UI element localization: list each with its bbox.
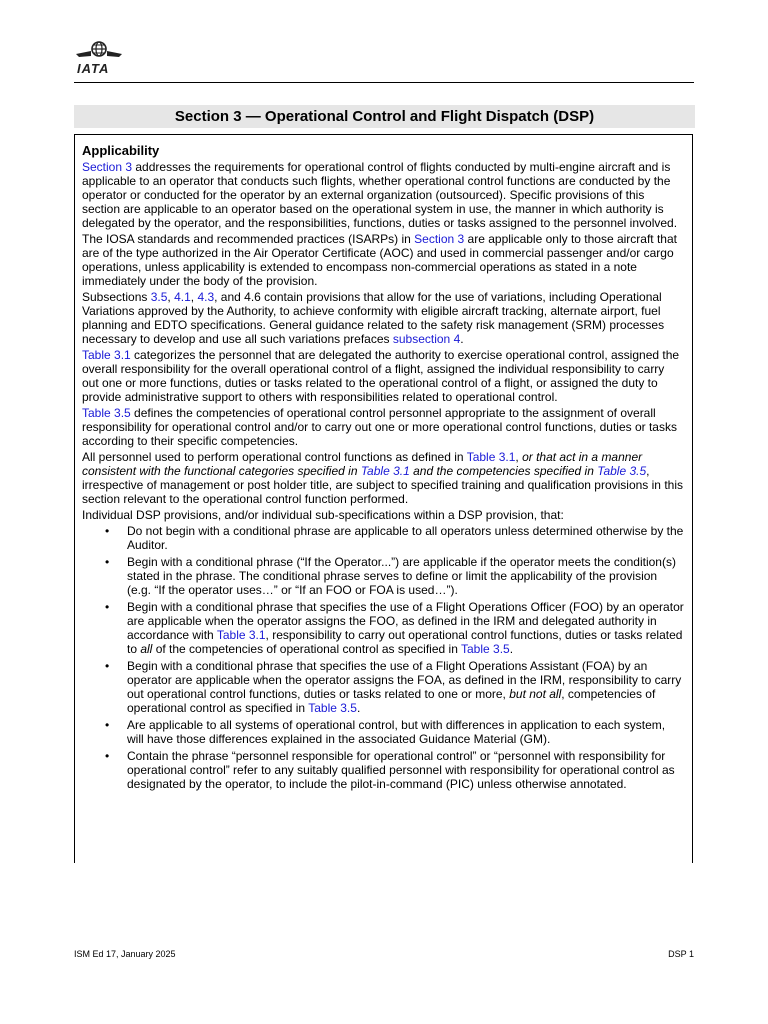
provision-bullet-list [82,524,684,791]
table-3-1-link[interactable]: Table 3.1 [466,450,516,464]
list-item [105,555,684,597]
paragraph-6-text-c: , irrespective of management or post holder title, are subject to specified training and qualification provisions in this section relevant to the operational control function performed. [82,464,683,506]
paragraph-2 [82,232,684,288]
list-item [105,659,684,715]
bullet-3-text-c: of the competencies of operational control as specified in [152,642,461,656]
bullet-3-text-b: , responsibility to carry out operational control functions, duties or tasks related to [127,628,683,656]
bullet-icon: • [105,600,110,614]
period: . [509,642,514,656]
table-3-5-link[interactable]: Table 3.5 [82,406,131,420]
paragraph-6-italic-1: or that act in a manner consistent with the functional categories specified in [82,450,643,478]
paragraph-1-text: addresses the requirements for operational control of flights conducted by multi-engine aircraft and is applicable to an operator that conducts such flights, whether operational control functions are conducted by the operator or conducted for the operator by an external organization (outsourced). Specific provisions of this section are applicable to an operator based on the operational system in use, the manner in which authority is delegated by the operator, and the responsibilities, functions, duties or tasks assigned to the personnel involved. [82,160,678,230]
list-item [105,600,684,656]
list-item [105,524,684,552]
paragraph-3-text-b: , and 4.6 contain provisions that allow for the use of variations, including Operational Variations approved by the Authority, to achieve conformity with eligible aircraft tracking, alternate airport, fuel planning and EDTO specifications. General guidance related to the safety risk management (SRM) processes necessary to develop and use all such variations prefaces [82,290,665,346]
paragraph-6-italic-2: and the competencies specified in [409,464,598,478]
bullet-4-text-a: Begin with a conditional phrase that specifies the use of a Flight Operations Assistant (FOA) by an operator are applicable when the operator assigns the FOA, as defined in the IRM, responsibility to carry out operational control functions, duties or tasks related to one or more, [127,659,682,701]
globe-with-wings-icon [74,40,124,62]
bullet-2-text: Begin with a conditional phrase (“If the Operator...”) are applicable if the operator meets the condition(s) stated in the phrase. The conditional phrase serves to define or limit the applicability of the provision (e.g. “If the operator uses…” or “If an FOO or FOA is used…”). [127,555,676,597]
bullet-4-text-b: , competencies of operational control as specified in [127,687,656,715]
section-3-link[interactable]: Section 3 [414,232,465,246]
section-title: Section 3 — Operational Control and Flight Dispatch (DSP) [74,105,695,128]
bullet-icon: • [105,718,110,732]
list-item [105,749,684,791]
paragraph-1 [82,160,684,230]
table-3-1-link[interactable]: Table 3.1 [360,464,410,478]
applicability-box [74,134,693,863]
footer-edition: ISM Ed 17, January 2025 [74,949,176,959]
table-3-5-link[interactable]: Table 3.5 [308,701,357,715]
iata-logo [74,40,124,76]
paragraph-5-text: defines the competencies of operational control personnel appropriate to the assignment of overall responsibility for operational control and/or to carry out one or more operational control functions, duties or tasks according to their specific competencies. [82,406,677,448]
bullet-3-italic: all [140,642,153,656]
paragraph-4-text: categorizes the personnel that are delegated the authority to exercise operational control, assigned the overall responsibility for the overall operational control of a flight, assigned the individual responsibility to carry out one or more functions, duties or tasks related to the operational control of a flight, or assigned the duty to provide administrative support to others with responsibilities related to operational control. [82,348,680,404]
paragraph-3-text-a: Subsections [82,290,151,304]
bullet-5-text: Are applicable to all systems of operational control, but with differences in application to each system, will have those differences explained in the associated Guidance Material (GM). [127,718,666,746]
footer-page-number: DSP 1 [668,949,694,959]
comma: , [167,290,175,304]
page-header [74,40,694,83]
table-3-1-link[interactable]: Table 3.1 [216,628,266,642]
table-3-5-link[interactable]: Table 3.5 [461,642,510,656]
period: . [356,701,361,715]
paragraph-5 [82,406,684,448]
bullet-4-italic: but not all [509,687,562,701]
bullet-icon: • [105,659,110,673]
comma: , [190,290,198,304]
paragraph-7: Individual DSP provisions, and/or individual sub-specifications within a DSP provision, that: [82,508,564,522]
paragraph-4 [82,348,684,404]
bullet-icon: • [105,524,110,538]
subsection-3-5-link[interactable]: 3.5 [150,290,168,304]
paragraph-2-text-a: The IOSA standards and recommended practices (ISARPs) in [82,232,415,246]
subsection-4-link[interactable]: subsection 4 [392,332,461,346]
table-3-1-link[interactable]: Table 3.1 [82,348,131,362]
applicability-heading: Applicability [82,143,160,158]
subsection-4-3-link[interactable]: 4.3 [197,290,215,304]
paragraph-6 [82,450,684,506]
paragraph-2-text-b: are applicable only to those aircraft that are of the type authorized in the Air Operator Certificate (AOC) and used in commercial passenger and/or cargo operations, unless applicability is extended to encompass non-commercial operations as stated in a note immediately under the body of the provision. [82,232,677,288]
bullet-3-text-a: Begin with a conditional phrase that specifies the use of a Flight Operations Officer (FOO) by an operator are applicable when the operator assigns the FOO, as defined in the IRM and delegated authority in accordance with [127,600,684,642]
bullet-6-text: Contain the phrase “personnel responsible for operational control” or “personnel with responsibility for operational control” refer to any suitably qualified personnel with responsibility for operational control as designated by the operator, to include the pilot-in-command (PIC) unless otherwise annotated. [127,749,675,791]
logo-text: IATA [77,61,110,76]
section-3-link[interactable]: Section 3 [82,160,133,174]
paragraph-6-text-a: All personnel used to perform operational control functions as defined in [82,450,467,464]
paragraph-6-text-b: , [515,450,523,464]
bullet-icon: • [105,555,110,569]
table-3-5-link[interactable]: Table 3.5 [597,464,647,478]
period: . [460,332,464,346]
subsection-4-1-link[interactable]: 4.1 [174,290,191,304]
bullet-icon: • [105,749,110,763]
paragraph-3 [82,290,684,346]
list-item [105,718,684,746]
bullet-1-text: Do not begin with a conditional phrase are applicable to all operators unless determined otherwise by the Auditor. [127,524,684,552]
